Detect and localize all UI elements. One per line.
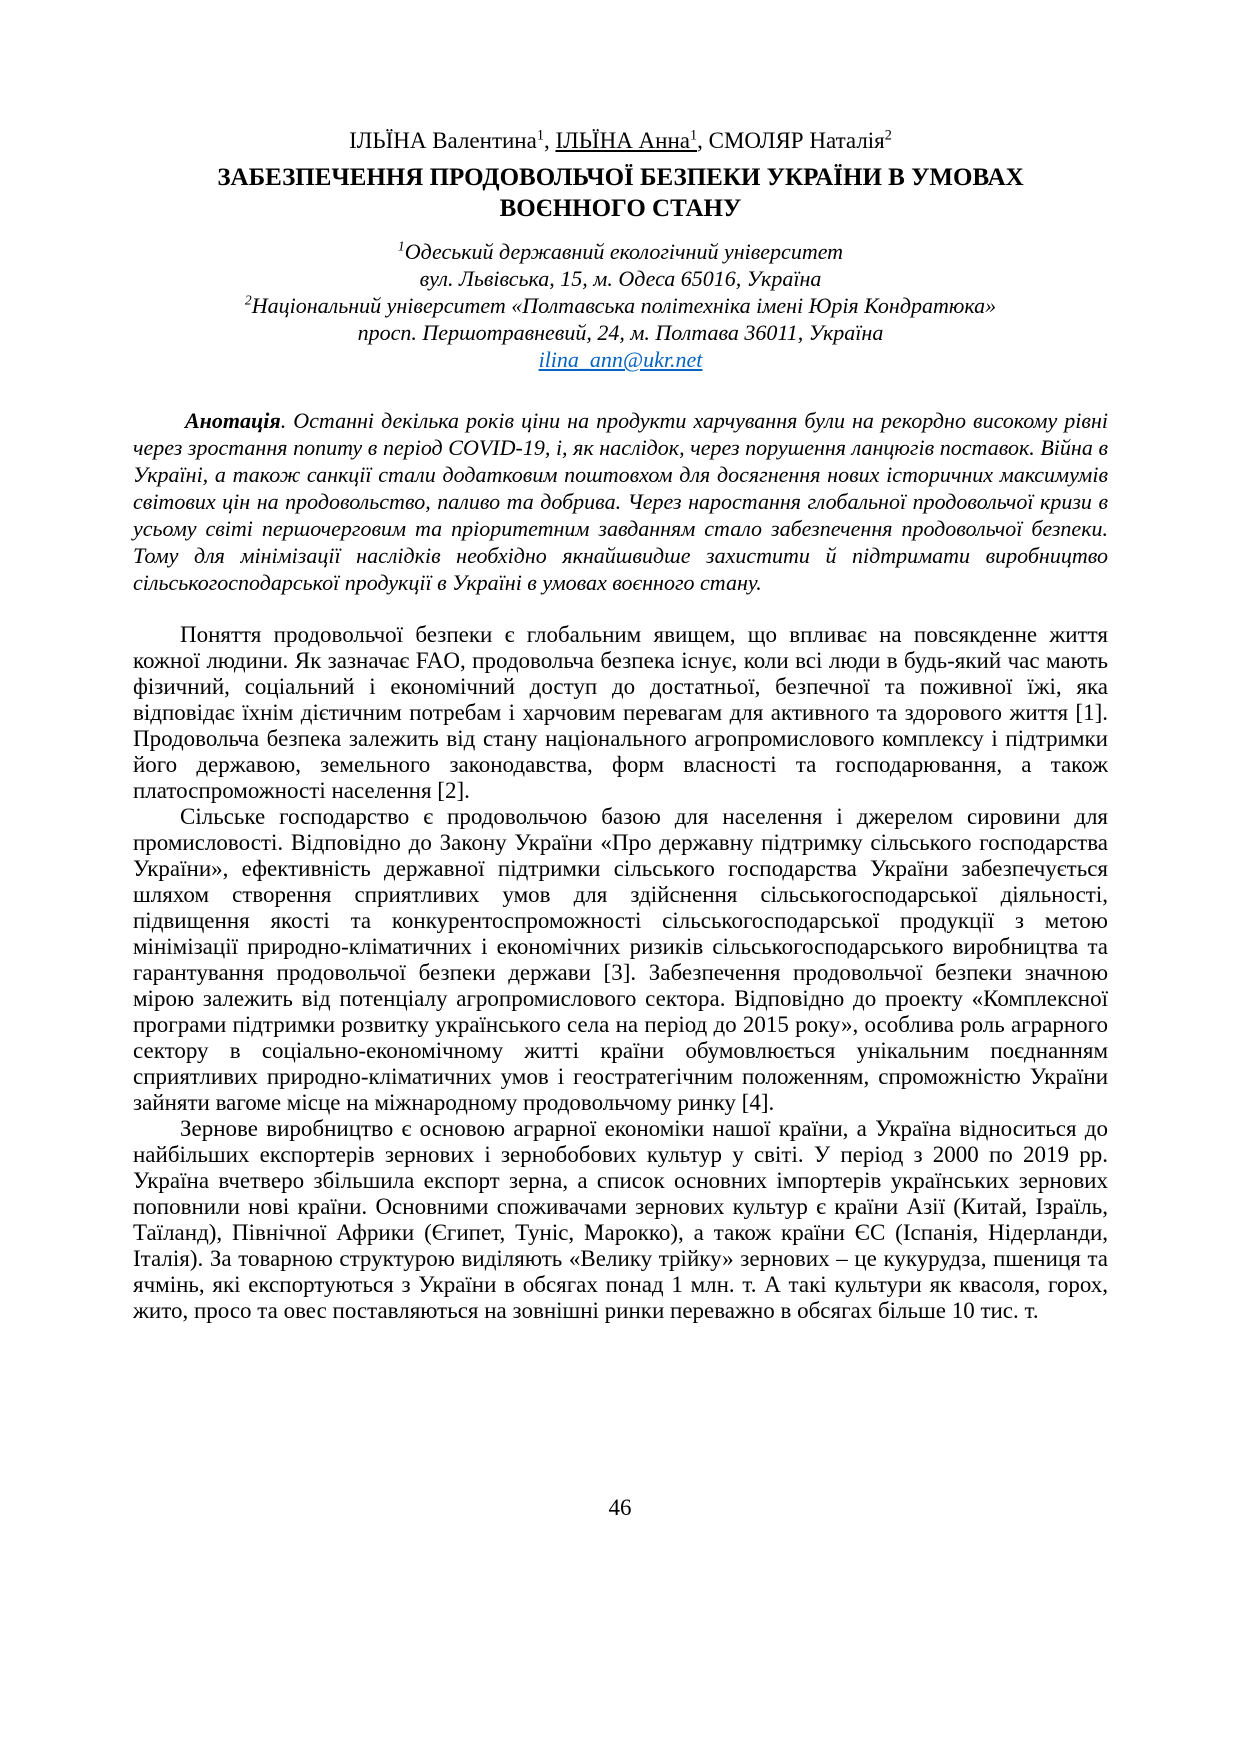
author-2-superscript: 1	[689, 127, 698, 144]
author-2	[555, 128, 697, 153]
paper-title	[133, 162, 1108, 224]
affiliation-2-address: просп. Першотравневий, 24, м. Полтава 36011, Україна	[357, 320, 884, 345]
affiliation-2-name: Національний університет «Полтавська політехніка імені Юрія Кондратюка»	[251, 293, 997, 318]
affiliation-2	[133, 292, 1108, 319]
abstract-paragraph	[133, 407, 1108, 596]
authors-separator-2: ,	[697, 128, 709, 153]
body-paragraph-3: Зернове виробництво є основою аграрної економіки нашої країни, а Україна відноситься до найбільших експортерів зернових і зернобобових культур у світі. У період з 2000 по 2019 рр. Україна вчетверо збільшила експорт зерна, а список основних імпортерів українських зернових поповнили нові країни. Основними споживачами зернових культур є країни Азії (Китай, Ізраїль, Таїланд), Північної Африки (Єгипет, Туніс, Марокко), а також країни ЄС (Іспанія, Нідерланди, Італія). За товарною структурою виділяють «Велику трійку» зернових – це кукурудза, пшениця та ячмінь, які експортуються з України в обсягах понад 1 млн. т. А такі культури як квасоля, горох, жито, просо та овес поставляються на зовнішні ринки переважно в обсягах більше 10 тис. т.	[133, 1116, 1108, 1323]
authors-line	[133, 126, 1108, 156]
affiliation-1	[133, 238, 1108, 265]
paper-title-line-1: ЗАБЕЗПЕЧЕННЯ ПРОДОВОЛЬЧОЇ БЕЗПЕКИ УКРАЇНИ В УМОВАХ	[217, 164, 1024, 191]
affiliations-block	[133, 238, 1108, 373]
page-number: 46	[608, 1495, 632, 1520]
author-1-superscript: 1	[536, 127, 544, 144]
author-1	[349, 128, 544, 153]
email-line	[133, 346, 1108, 373]
abstract-label: Анотація	[185, 408, 281, 433]
affiliation-2-superscript: 2	[244, 292, 252, 308]
affiliation-1-name: Одеський державний екологічний університет	[404, 239, 844, 264]
body-paragraph-1: Поняття продовольчої безпеки є глобальним явищем, що впливає на повсякденне життя кожної людини. Як зазначає FAO, продовольча безпека існує, коли всі люди в будь-який час мають фізичний, соціальний і економічний доступ до достатньої, безпечної та поживної їжі, яка відповідає їхнім дієтичним потребам і харчовим перевагам для активного та здорового життя [1]. Продовольча безпека залежить від стану національного агропромислового комплексу і підтримки його державою, земельного законодавства, форм власності та господарювання, а також платоспроможності населення [2].	[133, 622, 1108, 803]
affiliation-1-superscript: 1	[397, 238, 405, 254]
abstract-text: . Останні декілька років ціни на продукти харчування були на рекордно високому рівні через зростання попиту в період COVID-19, і, як наслідок, через порушення ланцюгів поставок. Війна в Україні, а також санкції стали додатковим поштовхом для досягнення нових історичних максимумів світових цін на продовольство, паливо та добрива. Через наростання глобальної продовольчої кризи в усьому світі першочерговим та пріоритетним завданням стало забезпечення продовольчої безпеки. Тому для мінімізації наслідків необхідно якнайшвидше захистити й підтримати виробництво сільськогосподарської продукції в Україні в умовах воєнного стану.	[133, 408, 1108, 595]
authors-separator-1: ,	[543, 128, 556, 153]
author-3-name: СМОЛЯР Наталія	[708, 128, 885, 153]
author-3-superscript: 2	[884, 127, 892, 144]
author-2-name: ІЛЬЇНА Анна	[555, 128, 690, 153]
affiliation-1-address: вул. Львівська, 15, м. Одеса 65016, Україна	[419, 266, 822, 291]
author-1-name: ІЛЬЇНА Валентина	[349, 128, 537, 153]
email-link[interactable]: ilina_ann@ukr.net	[538, 347, 703, 372]
author-3	[709, 128, 892, 153]
body-paragraph-2: Сільське господарство є продовольчою базою для населення і джерелом сировини для промисловості. Відповідно до Закону України «Про державну підтримку сільського господарства України», ефективність державної підтримки сільського господарства України забезпечується шляхом створення сприятливих умов для здійснення сільськогосподарської діяльності, підвищення якості та конкурентоспроможності сільськогосподарської продукції з метою мінімізації природно-кліматичних і економічних ризиків сільськогосподарського виробництва та гарантування продовольчої безпеки держави [3]. Забезпечення продовольчої безпеки значною мірою залежить від потенціалу агропромислового сектора. Відповідно до проекту «Комплексної програми підтримки розвитку українського села на період до 2015 року», особлива роль аграрного сектору в соціально-економічному житті країни обумовлюється унікальним поєднанням сприятливих природно-кліматичних умов і геостратегічним положенням, спроможністю України зайняти вагоме місце на міжнародному продовольчому ринку [4].	[133, 804, 1108, 1115]
paper-title-line-2: ВОЄННОГО СТАНУ	[499, 195, 742, 222]
body-text	[133, 622, 1108, 1324]
